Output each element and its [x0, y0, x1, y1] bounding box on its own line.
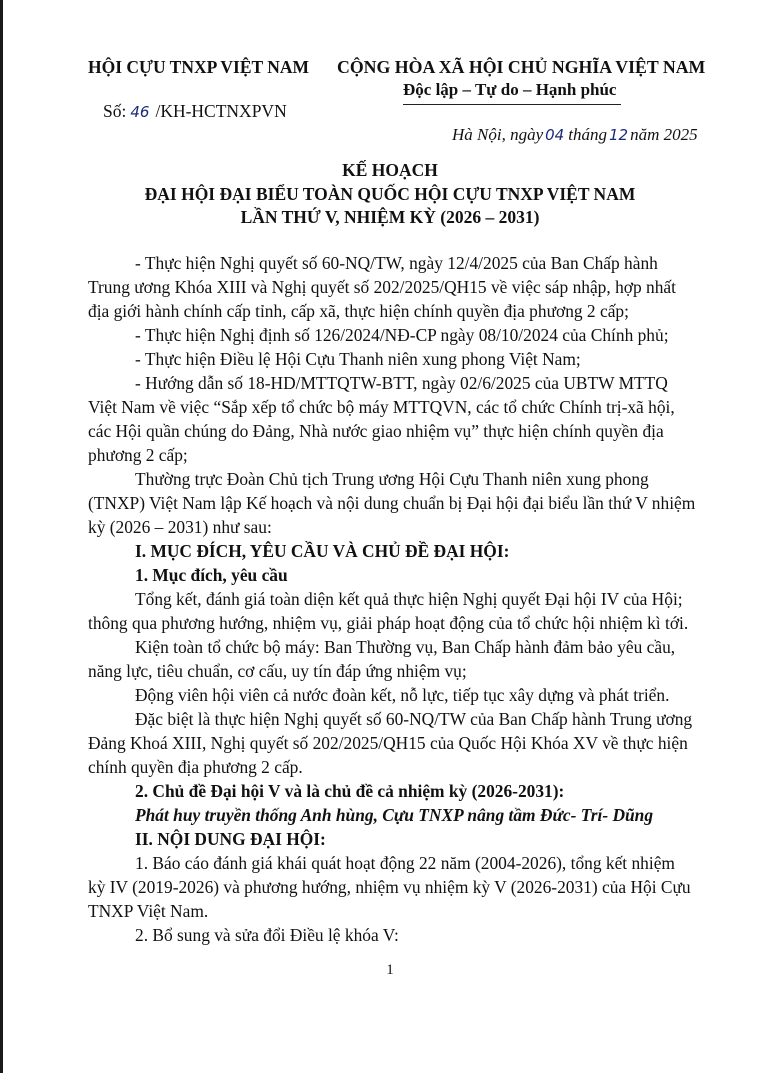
place-date: [452, 125, 698, 145]
body-line: Trung ương Khóa XIII và Nghị quyết số 202/2025/QH15 về việc sáp nhập, hợp nhất: [88, 277, 676, 297]
body-line: phương 2 cấp;: [88, 445, 188, 465]
body-line: thông qua phương hướng, nhiệm vụ, giải pháp hoạt động của tổ chức hội nhiệm kì tới.: [88, 613, 689, 633]
title-line-3: LẦN THỨ V, NHIỆM KỲ (2026 – 2031): [240, 207, 540, 227]
body-line: 1. Báo cáo đánh giá khái quát hoạt động 22 năm (2004-2026), tổng kết nhiệm: [135, 853, 675, 873]
body-line: - Thực hiện Nghị quyết số 60-NQ/TW, ngày 12/4/2025 của Ban Chấp hành: [135, 253, 658, 273]
body-line: - Thực hiện Điều lệ Hội Cựu Thanh niên xung phong Việt Nam;: [135, 349, 581, 369]
section-heading: I. MỤC ĐÍCH, YÊU CẦU VÀ CHỦ ĐỀ ĐẠI HỘI:: [135, 541, 510, 561]
body-line: - Thực hiện Nghị định số 126/2024/NĐ-CP ngày 08/10/2024 của Chính phủ;: [135, 325, 669, 345]
date-suffix: năm 2025: [630, 125, 698, 144]
body-line: - Hướng dẫn số 18-HD/MTTQTW-BTT, ngày 02/6/2025 của UBTW MTTQ: [135, 373, 668, 393]
section-heading: II. NỘI DUNG ĐẠI HỘI:: [135, 829, 326, 849]
doc-no-suffix: /KH-HCTNXPVN: [155, 101, 287, 121]
date-prefix: Hà Nội, ngày: [452, 125, 544, 144]
date-mid: tháng: [568, 125, 607, 144]
body-line: Động viên hội viên cả nước đoàn kết, nỗ lực, tiếp tục xây dựng và phát triển.: [135, 685, 670, 705]
doc-no-handwritten: 46: [130, 103, 150, 121]
body-line: năng lực, tiêu chuẩn, cơ cấu, uy tín đáp ứng nhiệm vụ;: [88, 661, 467, 681]
body-line: Thường trực Đoàn Chủ tịch Trung ương Hội Cựu Thanh niên xung phong: [135, 469, 649, 489]
page-number: 1: [386, 962, 394, 978]
body-line: kỳ IV (2019-2026) và phương hướng, nhiệm vụ nhiệm kỳ V (2026-2031) của Hội Cựu: [88, 877, 691, 897]
motto-underline: [403, 104, 621, 105]
date-day-handwritten: 04: [545, 126, 565, 144]
body-line: 2. Bổ sung và sửa đổi Điều lệ khóa V:: [135, 925, 399, 945]
org-name: HỘI CỰU TNXP VIỆT NAM: [88, 57, 310, 77]
body-line: (TNXP) Việt Nam lập Kế hoạch và nội dung chuẩn bị Đại hội đại biểu lần thứ V nhiệm: [88, 493, 696, 513]
national-motto: Độc lập – Tự do – Hạnh phúc: [403, 80, 617, 99]
doc-no-label: Số:: [103, 101, 127, 121]
country-name: CỘNG HÒA XÃ HỘI CHỦ NGHĨA VIỆT NAM: [337, 57, 706, 77]
body-line: Đảng Khoá XIII, Nghị quyết số 202/2025/QH15 của Quốc Hội Khóa XV về thực hiện: [88, 733, 688, 753]
body-line: Việt Nam về việc “Sắp xếp tổ chức bộ máy MTTQVN, các tổ chức Chính trị-xã hội,: [88, 397, 675, 417]
congress-theme: Phát huy truyền thống Anh hùng, Cựu TNXP nâng tầm Đức- Trí- Dũng: [135, 805, 654, 825]
title-line-2: ĐẠI HỘI ĐẠI BIỂU TOÀN QUỐC HỘI CỰU TNXP VIỆT NAM: [144, 184, 636, 204]
date-month-handwritten: 12: [608, 126, 629, 144]
document-number: [103, 101, 287, 122]
body-line: địa giới hành chính cấp tỉnh, cấp xã, thực hiện chính quyền địa phương 2 cấp;: [88, 301, 629, 321]
body-line: Kiện toàn tổ chức bộ máy: Ban Thường vụ, Ban Chấp hành đảm bảo yêu cầu,: [135, 637, 676, 657]
body-line: các Hội quần chúng do Đảng, Nhà nước giao nhiệm vụ” thực hiện chính quyền địa: [88, 421, 664, 441]
body-line: TNXP Việt Nam.: [88, 901, 209, 921]
title-line-1: KẾ HOẠCH: [342, 160, 438, 180]
subsection-heading: 1. Mục đích, yêu cầu: [135, 565, 288, 585]
body-line: kỳ (2026 – 2031) như sau:: [88, 517, 272, 537]
subsection-heading: 2. Chủ đề Đại hội V và là chủ đề cả nhiệm kỳ (2026-2031):: [135, 781, 565, 801]
body-line: chính quyền địa phương 2 cấp.: [88, 757, 303, 777]
body-line: Đặc biệt là thực hiện Nghị quyết số 60-NQ/TW của Ban Chấp hành Trung ương: [135, 709, 693, 729]
body-line: Tổng kết, đánh giá toàn diện kết quả thực hiện Nghị quyết Đại hội IV của Hội;: [135, 589, 683, 609]
